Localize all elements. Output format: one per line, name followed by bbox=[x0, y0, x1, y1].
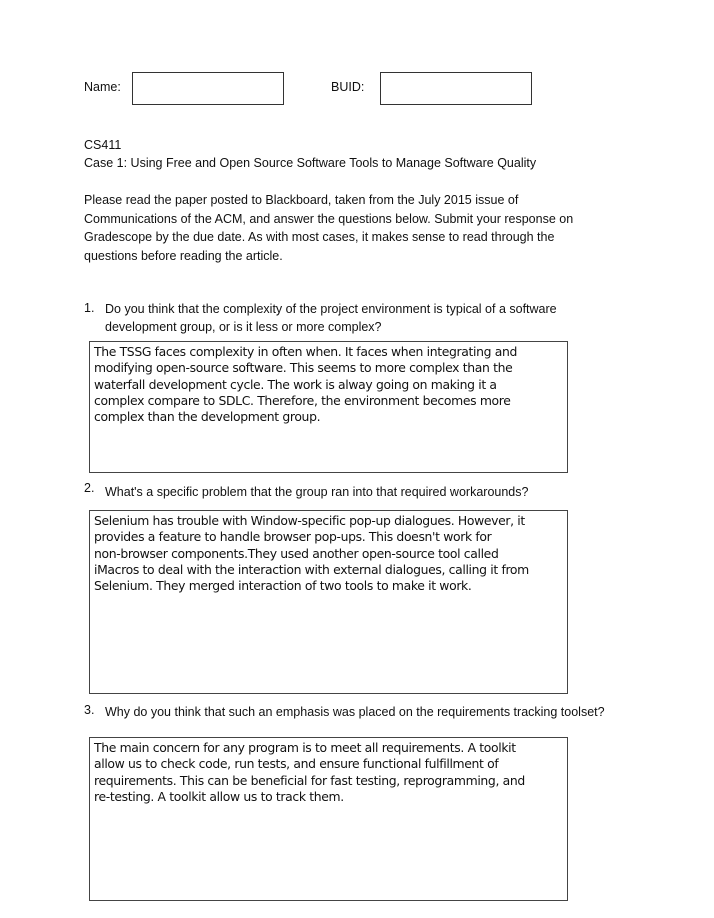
question-2-number: 2. bbox=[84, 481, 95, 495]
course-code: CS411 bbox=[84, 138, 122, 152]
question-2-text: What's a specific problem that the group ran into that required workarounds? bbox=[105, 485, 529, 499]
question-3-text: Why do you think that such an emphasis was placed on the requirements tracking toolset? bbox=[105, 705, 605, 719]
answer-3-box[interactable]: The main concern for any program is to meet all requirements. A toolkit allow us to check code, run tests, and ensure functional fulfillment of requirements. This can be beneficial for fast testing, reprogramming, and re-testing. A toolkit allow us to track them. bbox=[89, 737, 568, 901]
answer-2-box[interactable]: Selenium has trouble with Window-specific pop-up dialogues. However, it provides a feature to handle browser pop-ups. This doesn't work for non-browser components.They used another open-source tool called iMacros to deal with the interaction with external dialogues, calling it from Selenium. They merged interaction of two tools to make it work. bbox=[89, 510, 568, 694]
name-field[interactable] bbox=[132, 72, 284, 105]
instructions: Please read the paper posted to Blackboard, taken from the July 2015 issue of Communications of the ACM, and answer the questions below. Submit your response on Gradescope by the due date. As with most cases, it makes sense to read through the questions before reading the article. bbox=[84, 193, 574, 263]
question-3-number: 3. bbox=[84, 703, 95, 717]
buid-field[interactable] bbox=[380, 72, 532, 105]
question-1-text: Do you think that the complexity of the project environment is typical of a software development group, or is it less or more complex? bbox=[105, 302, 557, 334]
buid-label: BUID: bbox=[331, 80, 365, 94]
case-title: Case 1: Using Free and Open Source Software Tools to Manage Software Quality bbox=[84, 156, 537, 170]
question-1-number: 1. bbox=[84, 301, 95, 315]
name-label: Name: bbox=[84, 80, 121, 94]
answer-1-box[interactable]: The TSSG faces complexity in often when. It faces when integrating and modifying open-source software. This seems to more complex than the waterfall development cycle. The work is alway going on making it a complex compare to SDLC. Therefore, the environment becomes more complex than the development group. bbox=[89, 341, 568, 473]
